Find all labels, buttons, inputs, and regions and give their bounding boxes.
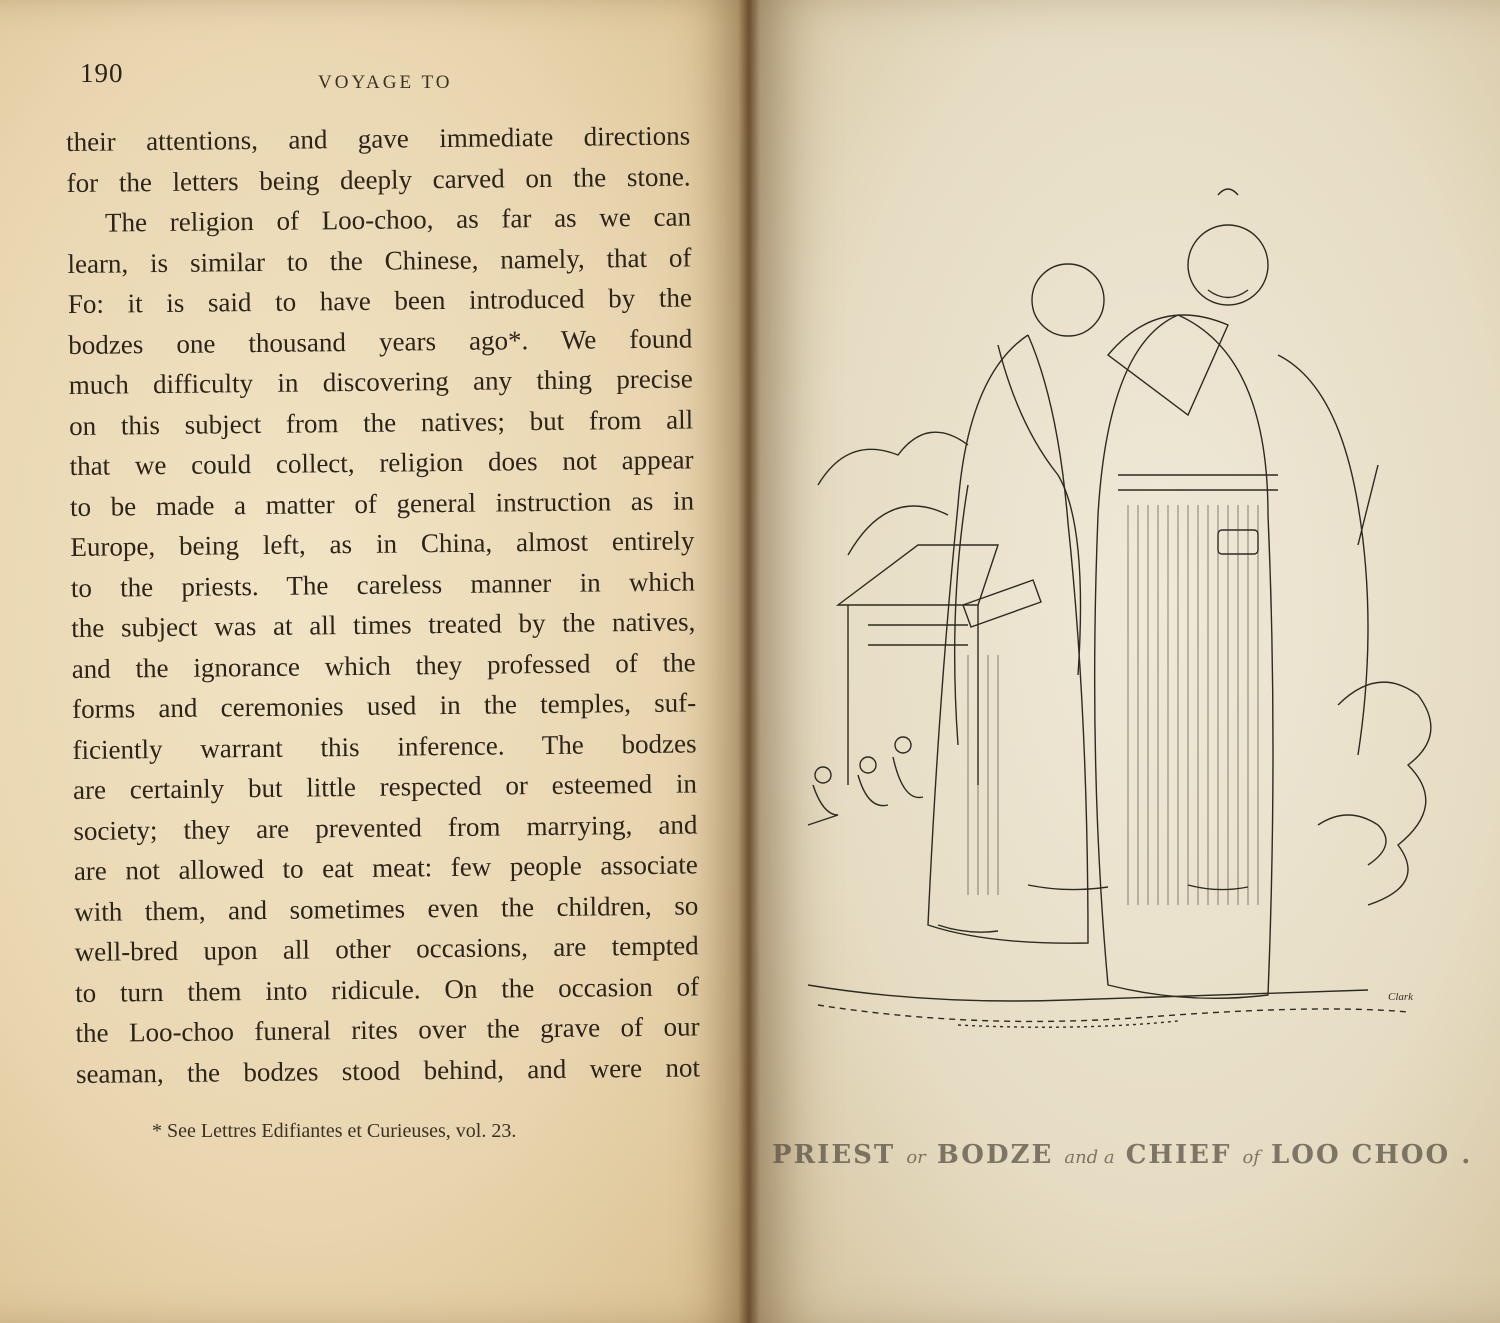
left-page	[0, 0, 748, 1323]
text-line: that we could collect, religion does not appear	[69, 444, 694, 481]
text-line: the subject was at all times treated by the natives,	[71, 606, 696, 643]
text-line: are not allowed to eat meat: few people associate	[73, 849, 698, 886]
caption-priest: PRIEST	[772, 1140, 907, 1170]
text-line: Europe, being left, as in China, almost entirely	[70, 525, 695, 562]
running-head: VOYAGE TO	[318, 72, 453, 93]
text-line: well-bred upon all other occasions, are tempted	[74, 930, 699, 967]
text-line: Fo: it is said to have been introduced by the	[67, 282, 693, 319]
text-line: The religion of Loo-choo, as far as we can	[104, 201, 692, 238]
text-line: learn, is similar to the Chinese, namely, that of	[67, 241, 692, 279]
text-line: society; they are prevented from marrying, and	[73, 808, 698, 846]
text-line: their attentions, and gave immediate directions	[66, 120, 691, 157]
caption-and-a: and a	[1064, 1147, 1115, 1168]
text-line: seaman, the bodzes stood behind, and were not	[75, 1051, 701, 1089]
text-line: bodzes one thousand years ago*. We found	[68, 322, 693, 360]
caption-loo-choo: LOO CHOO .	[1259, 1140, 1473, 1170]
body-text	[66, 115, 700, 1093]
caption-of: of	[1242, 1147, 1260, 1168]
text-line: to the priests. The careless manner in which	[70, 565, 695, 603]
text-line: forms and ceremonies used in the temples, suf-	[71, 687, 697, 724]
text-line: on this subject from the natives; but from all	[69, 403, 694, 441]
text-line: to be made a matter of general instruction as in	[69, 484, 695, 522]
text-line: to turn them into ridicule. On the occasion of	[74, 970, 700, 1008]
page-number: 190	[80, 58, 124, 88]
caption-or: or	[906, 1147, 926, 1168]
text-line: ficiently warrant this inference. The bodzes	[72, 727, 697, 765]
text-line: with them, and sometimes even the children, so	[74, 889, 699, 927]
engraving-priest-and-chief	[778, 185, 1468, 1045]
caption-bodze: BODZE	[925, 1140, 1065, 1170]
caption-chief: CHIEF	[1114, 1140, 1243, 1170]
text-line: much difficulty in discovering any thing precise	[68, 363, 693, 400]
text-line: are certainly but little respected or esteemed in	[72, 768, 698, 805]
text-line: for the letters being deeply carved on the stone.	[66, 160, 691, 198]
text-line: the Loo-choo funeral rites over the grave of our	[75, 1011, 700, 1048]
footnote: * See Lettres Edifiantes et Curieuses, vol. 23.	[152, 1120, 517, 1142]
plate-caption	[772, 1140, 1473, 1170]
engraver-signature: Clark	[1388, 991, 1414, 1003]
text-line: and the ignorance which they professed of the	[71, 646, 696, 684]
book-gutter	[738, 0, 760, 1323]
